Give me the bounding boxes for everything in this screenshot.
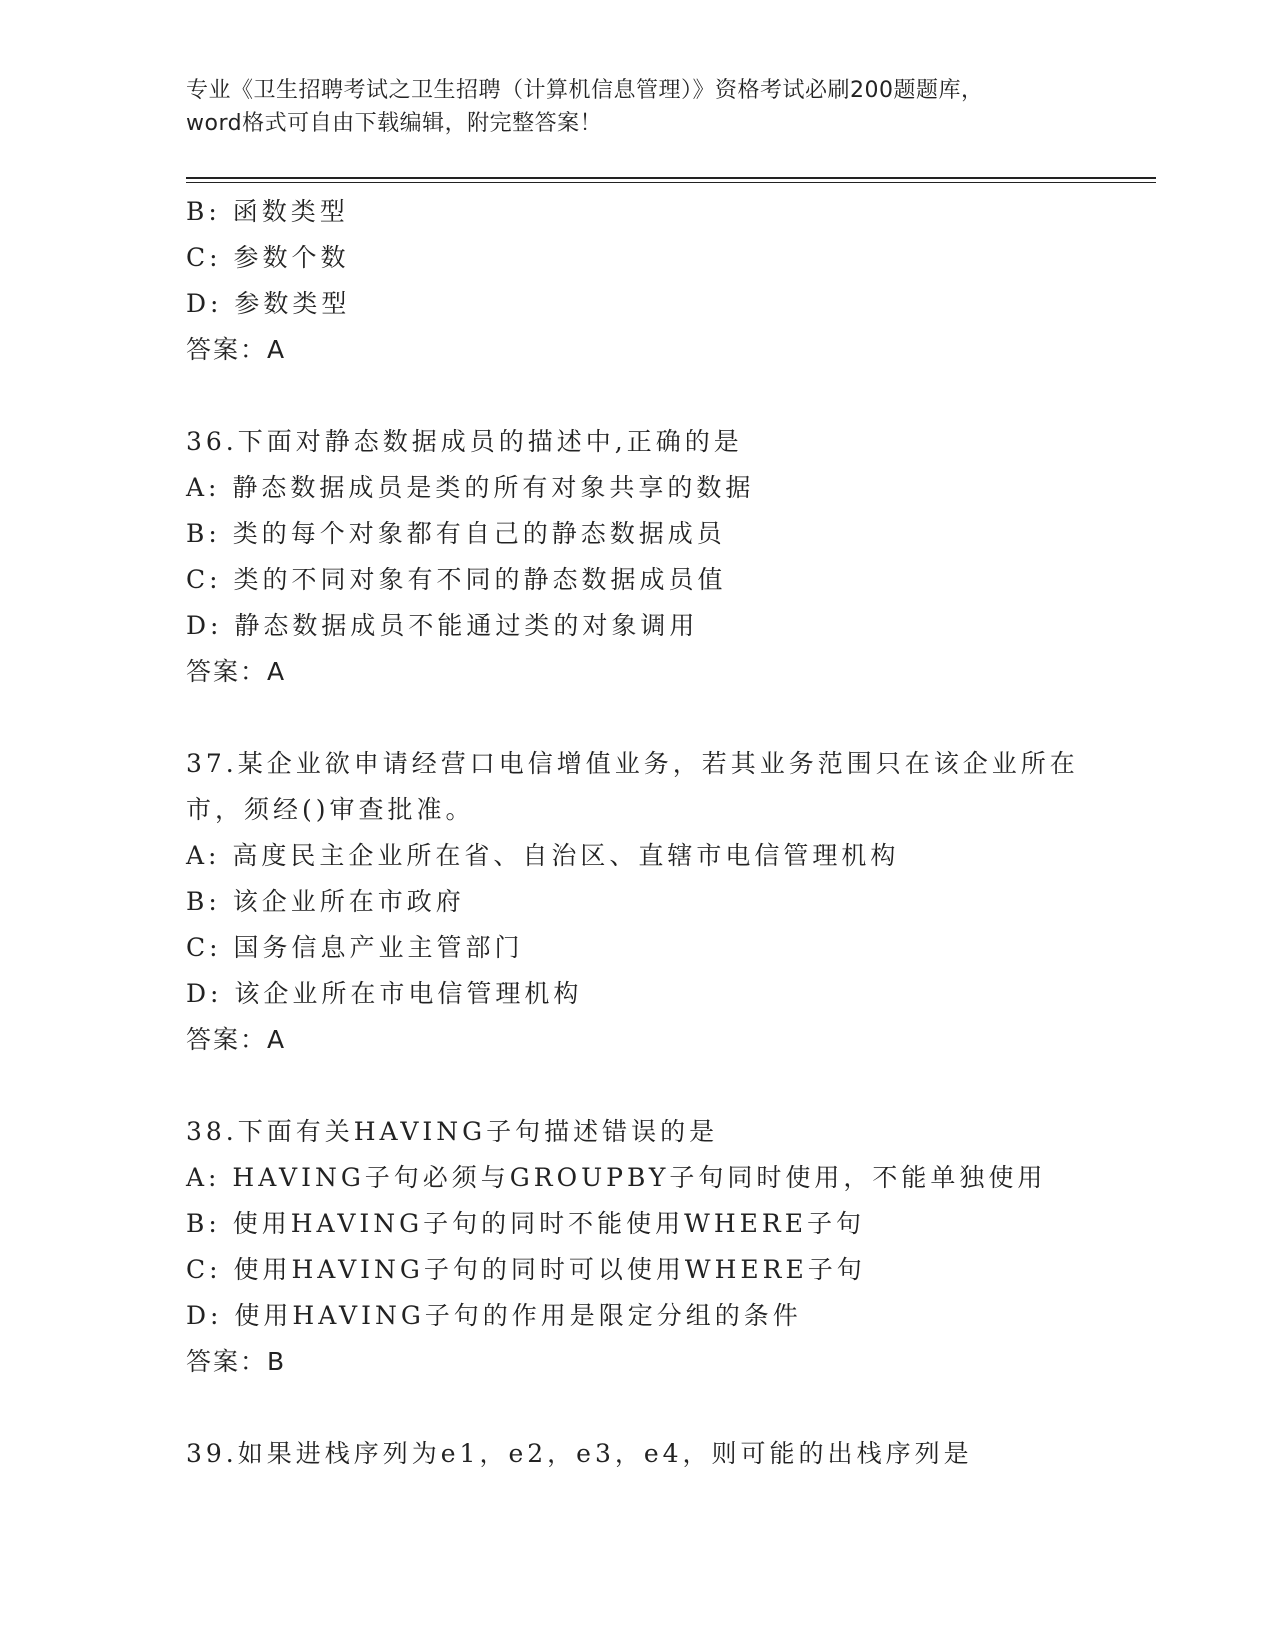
header-line-1: 专业《卫生招聘考试之卫生招聘（计算机信息管理）》资格考试必刷200题题库， <box>186 78 984 103</box>
header-rule-thin <box>186 182 1156 183</box>
question-block-36 <box>186 419 1146 695</box>
option-d: D: 静态数据成员不能通过类的对象调用 <box>186 611 699 640</box>
option-b: B: 使用HAVING子句的同时不能使用WHERE子句 <box>186 1209 865 1238</box>
header-rule-thick <box>186 177 1156 179</box>
option-a: A: 高度民主企业所在省、自治区、直辖市电信管理机构 <box>186 841 900 870</box>
spacer <box>186 1063 1146 1109</box>
option-b: B: 类的每个对象都有自己的静态数据成员 <box>186 519 726 548</box>
question-block-35 <box>186 189 1146 373</box>
question-stem: 36.下面对静态数据成员的描述中,正确的是 <box>186 427 743 456</box>
option-c: C: 参数个数 <box>186 243 350 272</box>
answer-line: 答案：A <box>186 657 287 686</box>
spacer <box>186 373 1146 419</box>
question-stem: 39.如果进栈序列为e1，e2，e3，e4，则可能的出栈序列是 <box>186 1439 973 1468</box>
option-d: D: 使用HAVING子句的作用是限定分组的条件 <box>186 1301 802 1330</box>
option-d: D: 该企业所在市电信管理机构 <box>186 979 583 1008</box>
option-b: B: 该企业所在市政府 <box>186 887 465 916</box>
question-stem-line-2: 市，须经()审查批准。 <box>186 795 475 824</box>
document-header <box>186 74 1066 140</box>
option-a: A: 静态数据成员是类的所有对象共享的数据 <box>186 473 755 502</box>
question-stem: 38.下面有关HAVING子句描述错误的是 <box>186 1117 719 1146</box>
spacer <box>186 695 1146 741</box>
question-body <box>186 189 1146 1477</box>
option-b: B: 函数类型 <box>186 197 349 226</box>
question-block-39 <box>186 1431 1146 1477</box>
option-d: D: 参数类型 <box>186 289 351 318</box>
option-c: C: 使用HAVING子句的同时可以使用WHERE子句 <box>186 1255 866 1284</box>
option-c: C: 类的不同对象有不同的静态数据成员值 <box>186 565 727 594</box>
answer-line: 答案：A <box>186 335 287 364</box>
header-line-2: word格式可自由下载编辑，附完整答案！ <box>186 111 603 136</box>
question-stem-line-1: 37.某企业欲申请经营口电信增值业务，若其业务范围只在该企业所在 <box>186 749 1079 778</box>
spacer <box>186 1385 1146 1431</box>
option-a: A: HAVING子句必须与GROUPBY子句同时使用，不能单独使用 <box>186 1163 1047 1192</box>
option-c: C: 国务信息产业主管部门 <box>186 933 524 962</box>
question-block-38 <box>186 1109 1146 1385</box>
question-block-37 <box>186 741 1146 1063</box>
answer-line: 答案：B <box>186 1347 287 1376</box>
answer-line: 答案：A <box>186 1025 287 1054</box>
